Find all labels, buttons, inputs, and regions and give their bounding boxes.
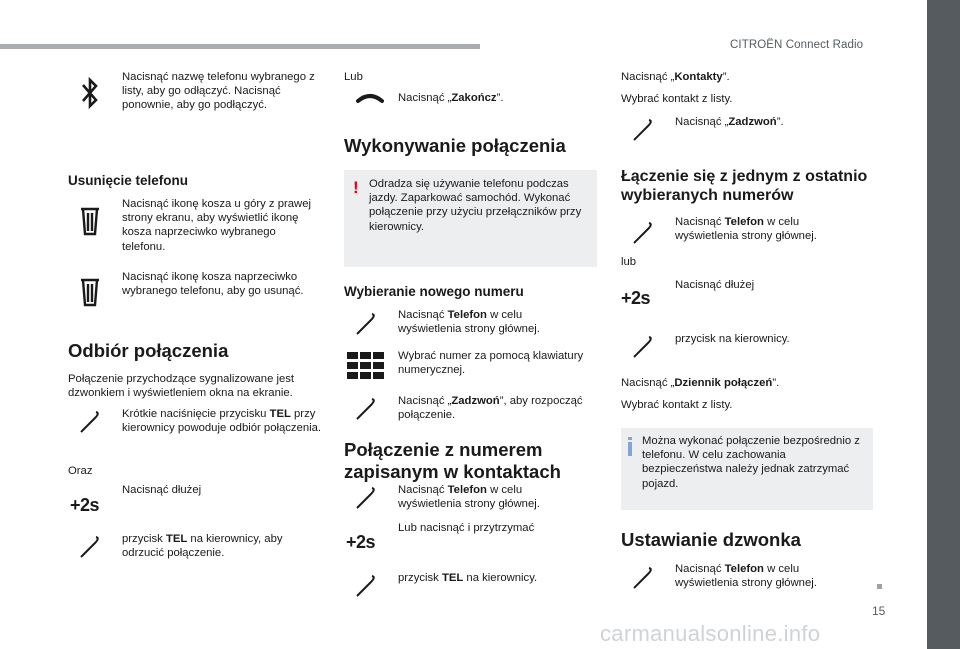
tap-icon [631,118,655,142]
hold-text: Nacisnąć dłużej [122,484,202,496]
choose-contact-text: Wybrać kontakt z listy. [621,399,733,411]
contact-hold-text: Lub nacisnąć i przytrzymać [398,522,535,534]
keypad-icon [347,352,385,380]
page-number: 15 [872,604,886,618]
wheel-button-text: przycisk na kierownicy. [675,333,790,345]
ringtone-step-text: Nacisnąć Telefon w celu wyświetlenia strony głównej. [675,563,817,590]
info-icon-stem [628,442,632,456]
page-marker [877,584,882,589]
info-icon [628,437,632,440]
dial-step2-text: Wybrać numer za pomocą klawiatury numerycznej. [398,350,584,377]
dial-step3-text: Nacisnąć „Zadzwoń”, aby rozpocząć połączenie. [398,395,583,422]
receive-call-heading: Odbiór połączenia [68,340,229,361]
dial-step1-text: Nacisnąć Telefon w celu wyświetlenia strony głównej. [398,309,540,336]
hold-2s-icon: +2s [621,288,651,308]
contacts-text: Nacisnąć „Kontakty”. [621,71,730,83]
tap-icon [354,397,378,421]
hold-2s-icon: +2s [346,532,376,552]
hold-2s-icon: +2s [70,495,100,515]
ringtone-heading: Ustawianie dzwonka [621,529,801,550]
end-call-text: Nacisnąć „Zakończ”. [398,92,504,104]
tap-icon [78,410,102,434]
bluetooth-text: Nacisnąć nazwę telefonu wybranego z listy, aby go odłączyć. Nacisnąć ponownie, aby go podłączyć. [122,71,315,112]
remove-phone-heading: Usunięcie telefonu [68,173,189,188]
remove-step2-text: Nacisnąć ikonę kosza naprzeciwko wybranego telefonu, aby go usunąć. [122,271,304,298]
tap-icon [354,574,378,598]
receive-step1-text: Krótkie naciśnięcie przycisku TEL przy kierownicy powoduje odbiór połączenia. [122,408,322,435]
journal-text: Nacisnąć „Dziennik połączeń”. [621,377,780,389]
contact-tel-text: przycisk TEL na kierownicy. [398,572,538,584]
dial-heading: Wybieranie nowego numeru [344,284,524,299]
bluetooth-icon [80,76,100,110]
reject-text: przycisk TEL na kierownicy, aby odrzucić połączenie. [122,533,283,560]
trash-icon [80,206,100,236]
trash-icon [80,277,100,307]
contact-step1-text: Nacisnąć Telefon w celu wyświetlenia strony głównej. [398,484,540,511]
header-bar [0,44,480,49]
brand-title: CITROËN Connect Radio [730,39,864,51]
choose-contact-text: Wybrać kontakt z listy. [621,93,733,105]
watermark: carmanualsonline.info [600,621,821,646]
lub-label: lub [621,256,637,268]
recent-step1-text: Nacisnąć Telefon w celu wyświetlenia strony głównej. [675,216,817,243]
tap-icon [631,566,655,590]
recent-calls-heading: Łączenie się z jednym z ostatnio wybieranych numerów [621,168,868,204]
hang-up-icon [356,92,384,104]
info-text: Można wykonać połączenie bezpośrednio z telefonu. W celu zachowania bezpieczeństwa należy jednak zatrzymać pojazd. [642,435,860,490]
oraz-label: Oraz [68,465,93,477]
tap-icon [631,221,655,245]
page-side-tab [927,0,960,649]
receive-intro-text: Połączenie przychodzące sygnalizowane jest dzwonkiem i wyświetleniem okna na ekranie. [68,373,295,400]
remove-step1-text: Nacisnąć ikonę kosza u góry z prawej strony ekranu, aby wyświetlić ikonę kosza naprzeciwko wybranego telefonu. [122,198,311,253]
call-text: Nacisnąć „Zadzwoń”. [675,116,784,128]
tap-icon [78,535,102,559]
warning-text: Odradza się używanie telefonu podczas jazdy. Zaparkować samochód. Wykonać połączenie przy użyciu przełączników przy kierownicy. [369,178,582,233]
calling-heading: Wykonywanie połączenia [344,135,566,156]
contact-call-heading: Połączenie z numerem zapisanym w kontaktach [344,439,561,482]
warning-icon: ! [353,178,359,197]
lub-label: Lub [344,71,363,83]
hold-text: Nacisnąć dłużej [675,279,755,291]
tap-icon [354,486,378,510]
tap-icon [631,335,655,359]
tap-icon [354,312,378,336]
